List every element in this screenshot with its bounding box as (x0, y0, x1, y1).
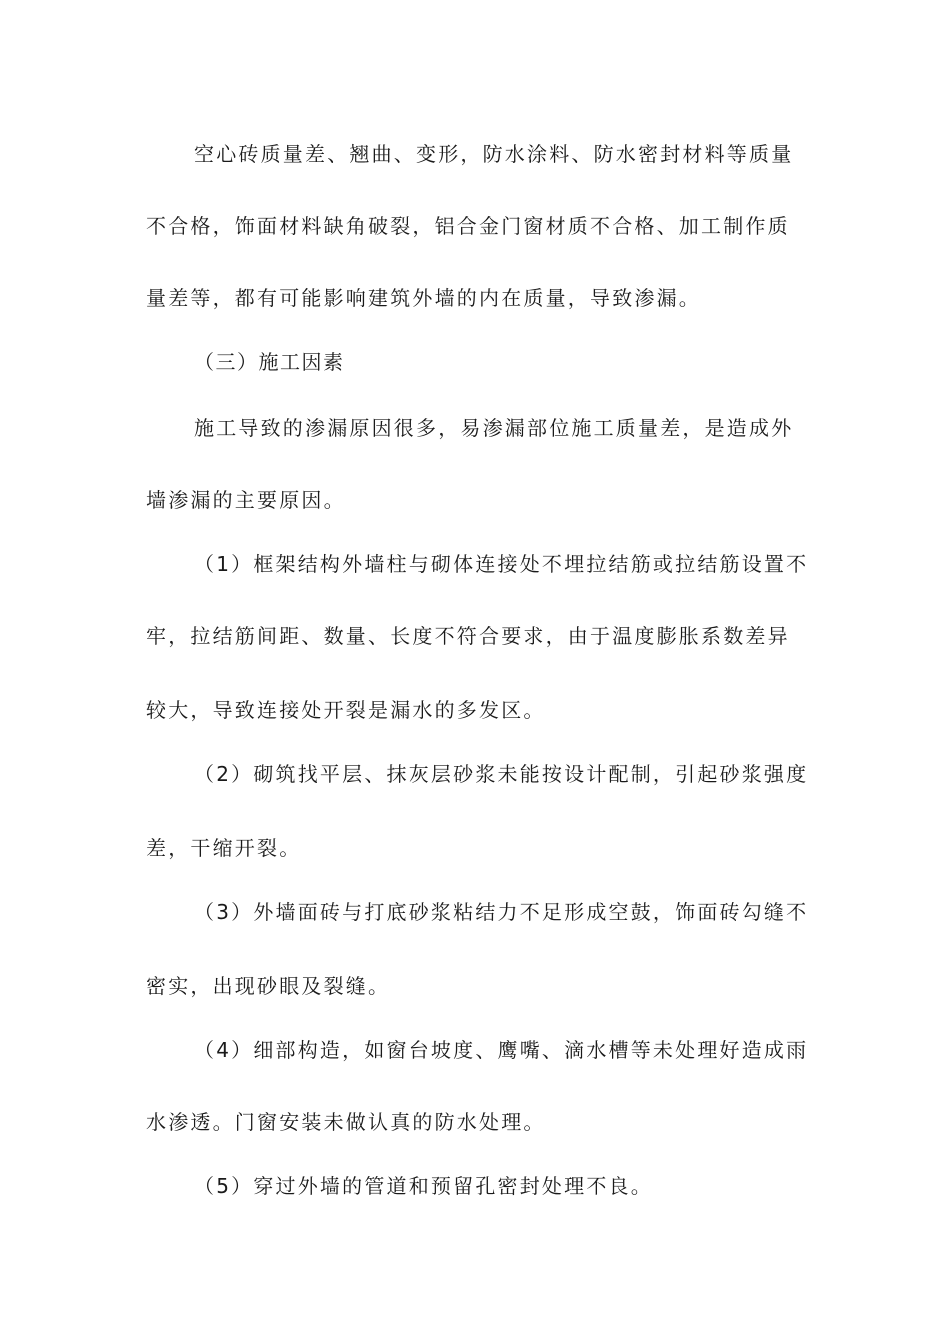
paragraph-line: 水渗透。门窗安装未做认真的防水处理。 (146, 1110, 546, 1134)
list-item-1: （1）框架结构外墙柱与砌体连接处不埋拉结筋或拉结筋设置不 (194, 552, 809, 576)
section-heading: （三）施工因素 (194, 350, 345, 374)
paragraph-line: 施工导致的渗漏原因很多，易渗漏部位施工质量差，是造成外 (194, 416, 794, 440)
paragraph-line: 不合格，饰面材料缺角破裂，铝合金门窗材质不合格、加工制作质 (146, 214, 790, 238)
paragraph-line: 量差等，都有可能影响建筑外墙的内在质量，导致渗漏。 (146, 286, 701, 310)
paragraph-line: 空心砖质量差、翘曲、变形，防水涂料、防水密封材料等质量 (194, 142, 794, 166)
paragraph-line: 密实，出现砂眼及裂缝。 (146, 974, 391, 998)
list-item-2: （2）砌筑找平层、抹灰层砂浆未能按设计配制，引起砂浆强度 (194, 762, 809, 786)
list-item-5: （5）穿过外墙的管道和预留孔密封处理不良。 (194, 1174, 653, 1198)
paragraph-line: 墙渗漏的主要原因。 (146, 488, 346, 512)
paragraph-line: 较大，导致连接处开裂是漏水的多发区。 (146, 698, 546, 722)
paragraph-line: 牢，拉结筋间距、数量、长度不符合要求，由于温度膨胀系数差异 (146, 624, 790, 648)
list-item-4: （4）细部构造，如窗台坡度、鹰嘴、滴水槽等未处理好造成雨 (194, 1038, 809, 1062)
list-item-3: （3）外墙面砖与打底砂浆粘结力不足形成空鼓，饰面砖勾缝不 (194, 900, 809, 924)
paragraph-line: 差，干缩开裂。 (146, 836, 302, 860)
